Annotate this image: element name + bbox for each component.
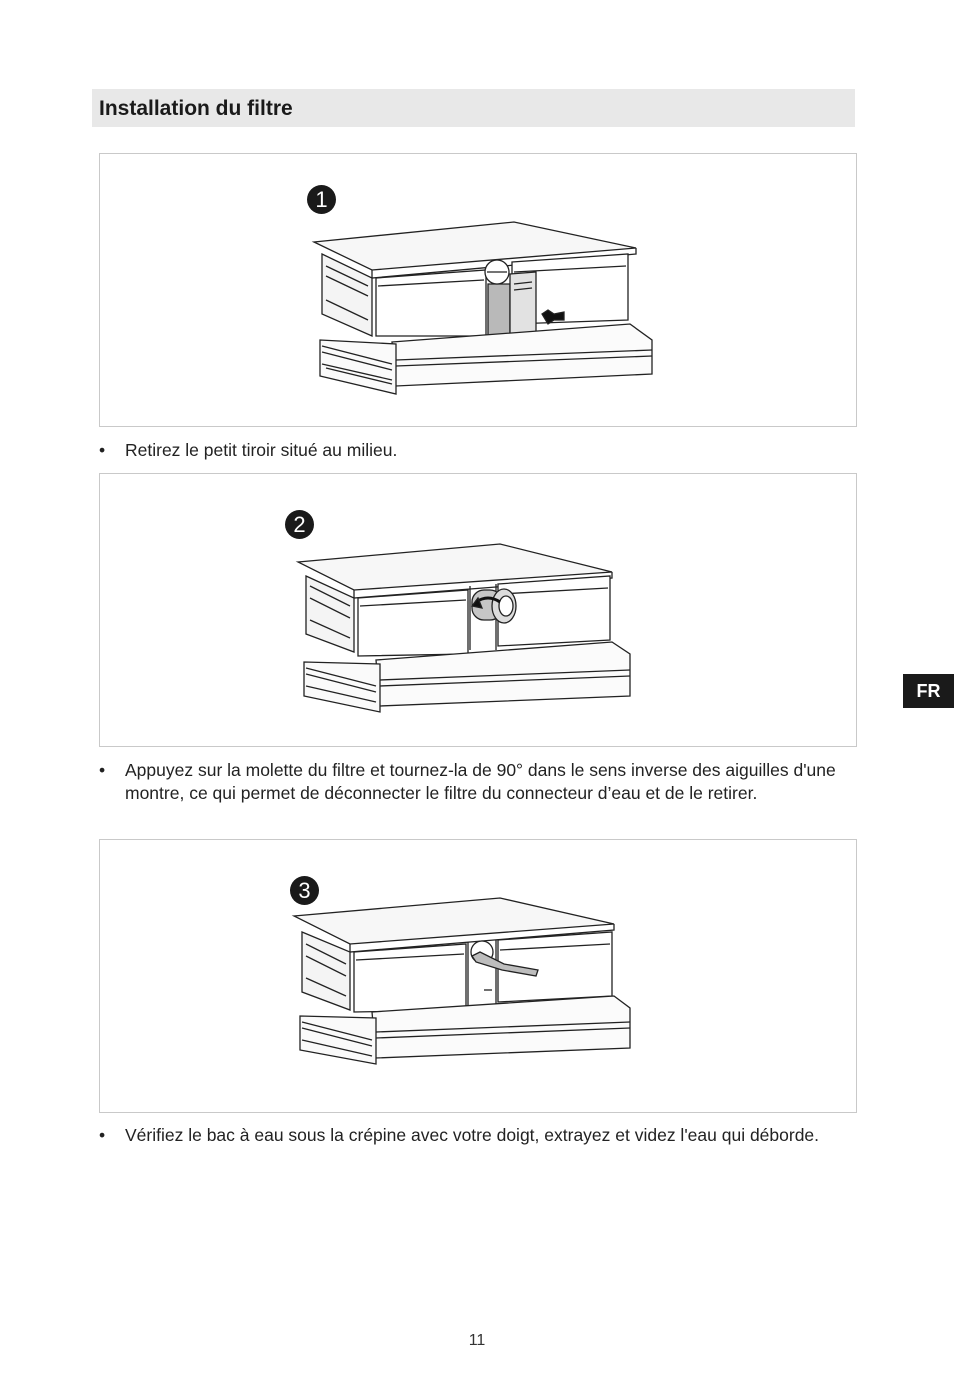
figure-step-3: [99, 839, 857, 1113]
bullet-icon: •: [99, 440, 106, 460]
step-text: Appuyez sur la molette du filtre et tournez-la de 90° dans le sens inverse des aiguilles d'une montre, ce qui permet de déconnecter le filtre du connecteur d’eau et de le retirer.: [125, 760, 836, 803]
page-number: 11: [468, 1332, 486, 1349]
fridge-water-tray-illustration: [100, 840, 858, 1114]
fridge-filter-illustration: [100, 474, 858, 748]
fridge-drawer-illustration: [100, 154, 858, 428]
step-instruction: [99, 759, 849, 805]
step-number-badge: 1: [307, 185, 336, 214]
step-text: Retirez le petit tiroir situé au milieu.: [125, 440, 398, 460]
figure-step-2: [99, 473, 857, 747]
step-instruction: [99, 1124, 849, 1147]
figure-step-1: [99, 153, 857, 427]
bullet-icon: •: [99, 760, 106, 780]
step-number-badge: 3: [290, 876, 319, 905]
section-title: Installation du filtre: [92, 89, 855, 127]
step-text: Vérifiez le bac à eau sous la crépine avec votre doigt, extrayez et videz l'eau qui déborde.: [125, 1125, 820, 1145]
language-tab: FR: [903, 674, 954, 708]
step-instruction: [99, 439, 849, 462]
step-number-badge: 2: [285, 510, 314, 539]
bullet-icon: •: [99, 1125, 106, 1145]
